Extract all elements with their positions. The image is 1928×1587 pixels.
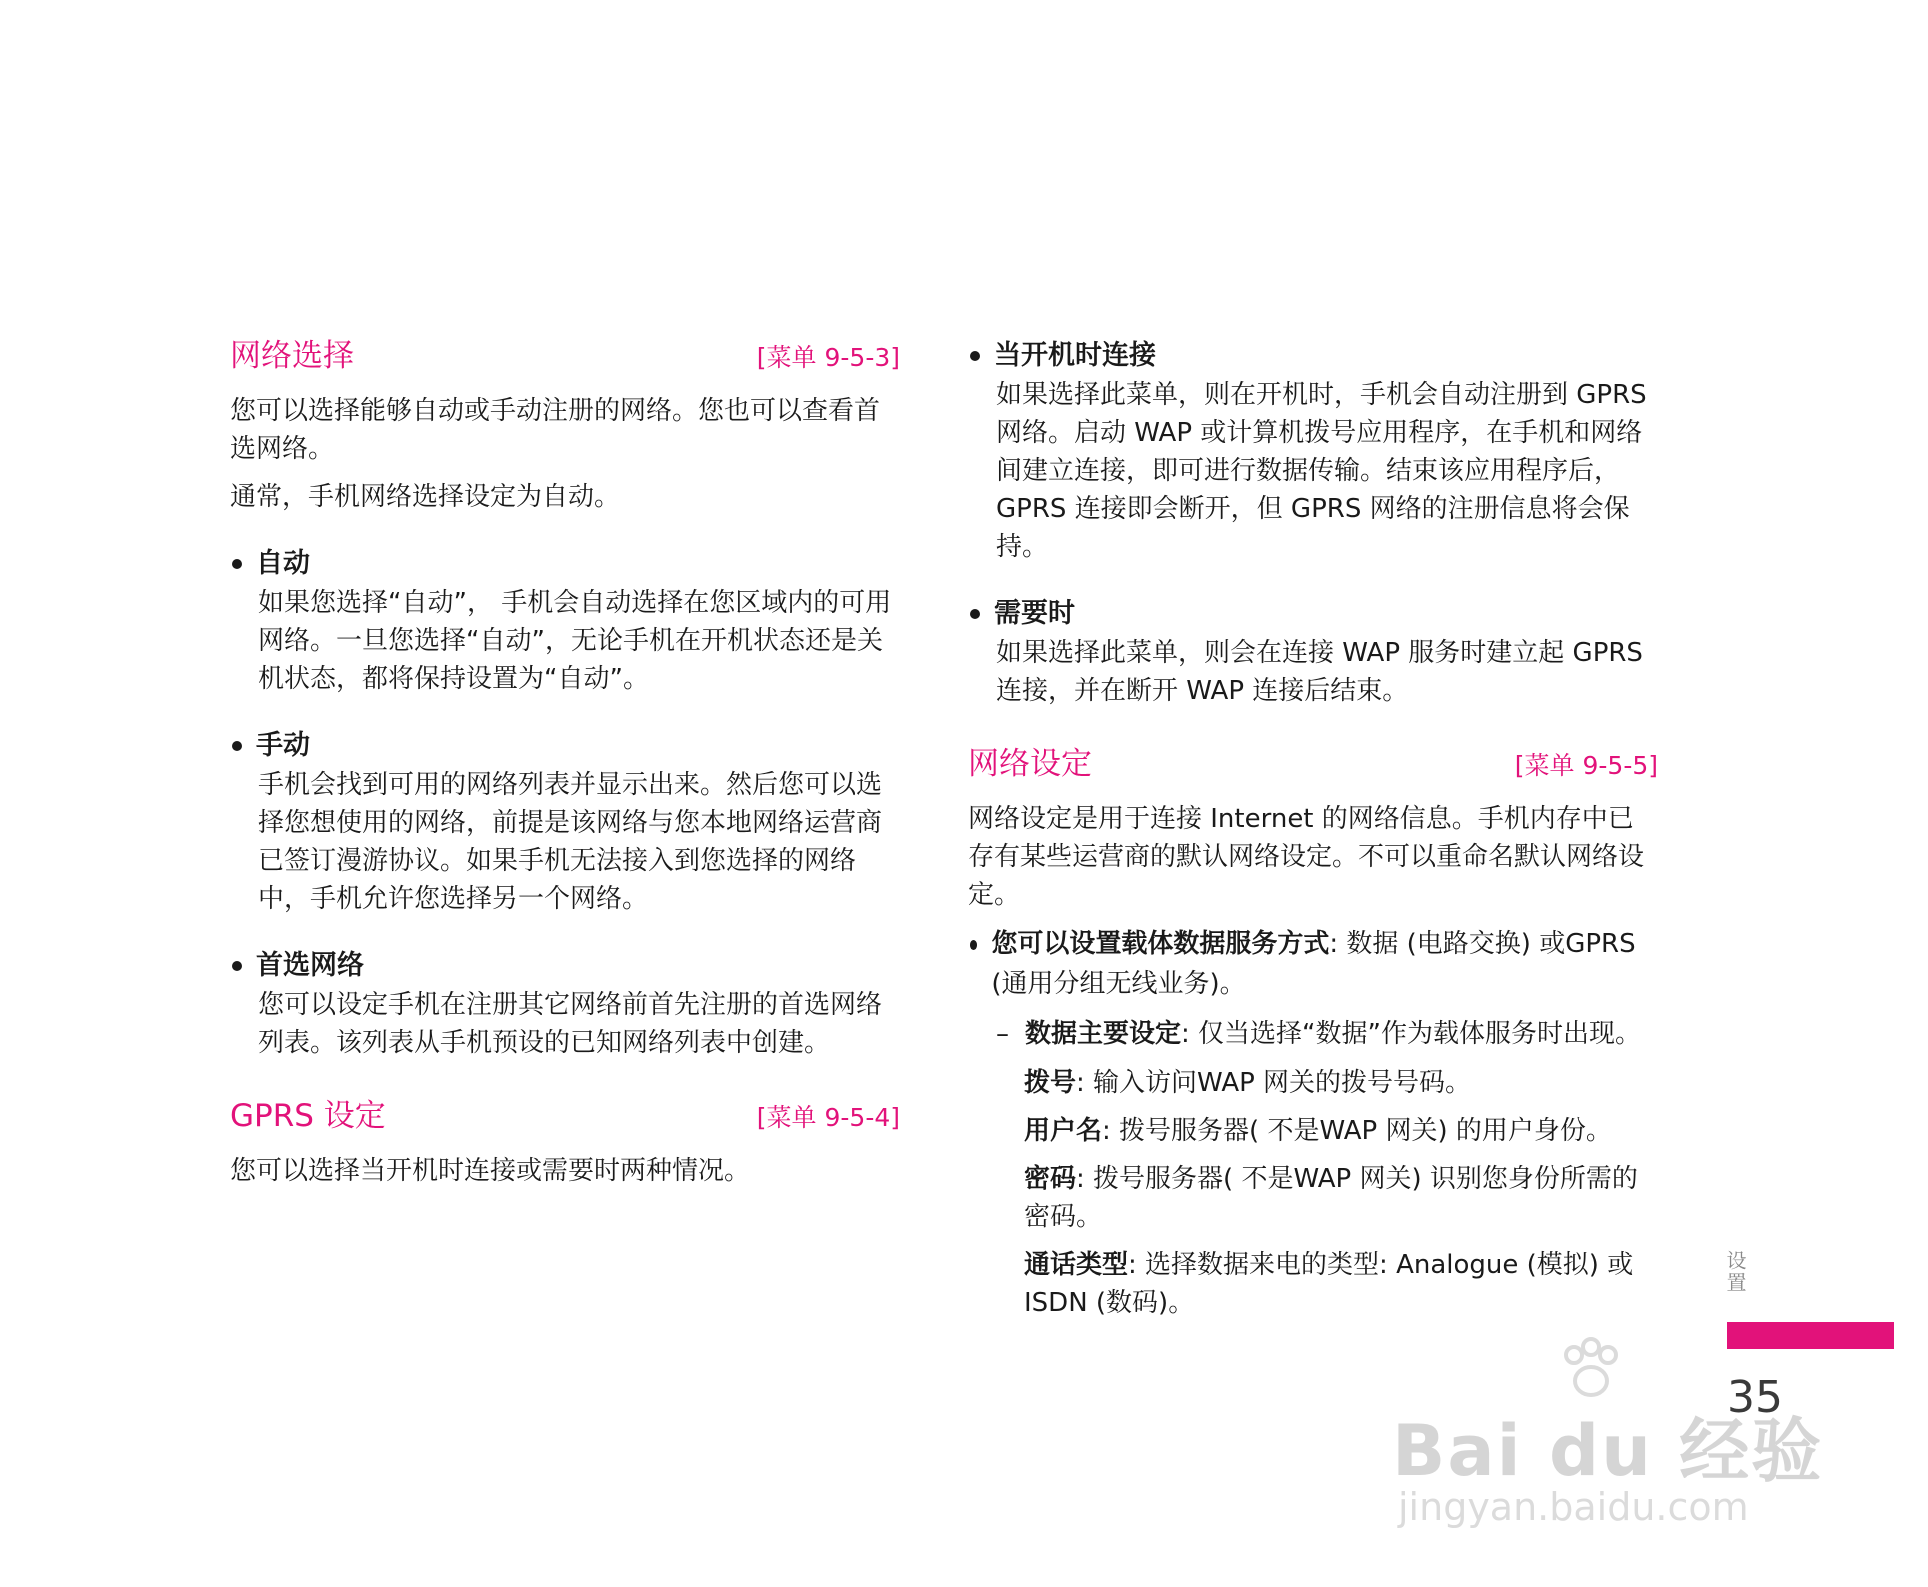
bearer-bullet xyxy=(968,924,1658,1004)
bullet-body: 如果选择此菜单，则会在连接 WAP 服务时建立起 GPRS 连接，并在断开 WAP 连接后结束。 xyxy=(996,638,1643,706)
menu-reference: [菜单 9-5-4] xyxy=(756,1103,900,1132)
paragraph: 您可以选择能够自动或手动注册的网络。您也可以查看首选网络。 xyxy=(230,396,881,464)
sub-item-label: 拨号 xyxy=(1024,1068,1077,1098)
sub-item-call-type xyxy=(968,1246,1658,1322)
bullet-body: 手机会找到可用的网络列表并显示出来。然后您可以选择您想使用的网络，前提是该网络与您本地网络运营商已签订漫游协议。如果手机无法接入到您选择的网络中，手机允许您选择另一个网络。 xyxy=(258,770,883,914)
right-column xyxy=(968,336,1658,1322)
sub-item-dial xyxy=(968,1064,1658,1102)
section-header-gprs xyxy=(230,1096,900,1138)
section-title: 网络设定 xyxy=(968,746,1092,782)
bullet-heading: 自动 xyxy=(256,548,310,579)
bullet-item xyxy=(968,594,1658,710)
paragraph: 通常，手机网络选择设定为自动。 xyxy=(230,482,621,512)
bullet-heading: 需要时 xyxy=(994,598,1075,629)
section-title: GPRS 设定 xyxy=(230,1098,386,1134)
sub-item-text: : 输入访问WAP 网关的拨号号码。 xyxy=(1076,1068,1472,1098)
bullet-heading: 手动 xyxy=(256,730,310,761)
left-column xyxy=(230,336,900,1200)
bullet-heading: 当开机时连接 xyxy=(994,340,1156,371)
paragraph: 网络设定是用于连接 Internet 的网络信息。手机内存中已存有某些运营商的默认网络设定。不可以重命名默认网络设定。 xyxy=(968,804,1645,910)
data-settings-text: : 仅当选择“数据”作为载体服务时出现。 xyxy=(1181,1019,1641,1049)
bullet-dot xyxy=(232,961,242,971)
bullet-item xyxy=(230,946,900,1062)
bullet-body: 您可以设定手机在注册其它网络前首先注册的首选网络列表。该列表从手机预设的已知网络列表中创建。 xyxy=(258,990,883,1058)
sub-item-username xyxy=(968,1112,1658,1150)
watermark-logo: Bai du 经验 xyxy=(1392,1410,1824,1492)
bullet-body: 如果选择此菜单，则在开机时，手机会自动注册到 GPRS 网络。启动 WAP 或计算机拨号应用程序，在手机和网络间建立连接，即可进行数据传输。结束该应用程序后，GPRS 连接即会断开，但 GPRS 网络的注册信息将会保持。 xyxy=(996,380,1647,562)
sub-item-text: : 选择数据来电的类型: Analogue (模拟) 或 ISDN (数码)。 xyxy=(1024,1250,1634,1318)
paragraph: 您可以选择当开机时连接或需要时两种情况。 xyxy=(230,1156,751,1186)
section-header-network-select xyxy=(230,336,900,378)
menu-reference: [菜单 9-5-3] xyxy=(756,343,900,372)
sub-item-password xyxy=(968,1160,1658,1236)
sub-item-label: 通话类型 xyxy=(1024,1250,1129,1280)
chapter-label: 设置 xyxy=(1723,1250,1747,1294)
baidu-watermark xyxy=(1392,1335,1842,1535)
bearer-text: : 数据 (电路交换) 或GPRS (通用分组无线业务)。 xyxy=(991,929,1636,999)
sub-item-label: 用户名 xyxy=(1024,1116,1103,1146)
data-settings-row xyxy=(968,1014,1658,1054)
bullet-dot xyxy=(970,940,977,950)
data-settings-label: 数据主要设定 xyxy=(1025,1019,1182,1049)
sub-item-text: : 拨号服务器( 不是WAP 网关) 的用户身份。 xyxy=(1102,1116,1612,1146)
section-title: 网络选择 xyxy=(230,338,354,374)
bullet-dot xyxy=(970,351,980,361)
menu-reference: [菜单 9-5-5] xyxy=(1514,751,1658,780)
bullet-dot xyxy=(970,609,980,619)
bullet-heading: 首选网络 xyxy=(256,950,364,981)
bearer-label: 您可以设置载体数据服务方式 xyxy=(991,929,1330,959)
bullet-dot xyxy=(232,741,242,751)
dash-marker: – xyxy=(996,1019,1009,1049)
page-number: 35 xyxy=(1727,1372,1783,1423)
bullet-item xyxy=(968,336,1658,566)
bullet-body: 如果您选择“自动”， 手机会自动选择在您区域内的可用网络。一旦您选择“自动”，无论手机在开机状态还是关机状态，都将保持设置为“自动”。 xyxy=(258,588,892,694)
sub-item-label: 密码 xyxy=(1024,1164,1077,1194)
watermark-url: jingyan.baidu.com xyxy=(1398,1485,1749,1529)
bullet-item xyxy=(230,726,900,918)
bullet-item xyxy=(230,544,900,698)
bullet-dot xyxy=(232,559,242,569)
section-header-network-settings xyxy=(968,744,1658,786)
sub-item-text: : 拨号服务器( 不是WAP 网关) 识别您身份所需的密码。 xyxy=(1024,1164,1638,1232)
